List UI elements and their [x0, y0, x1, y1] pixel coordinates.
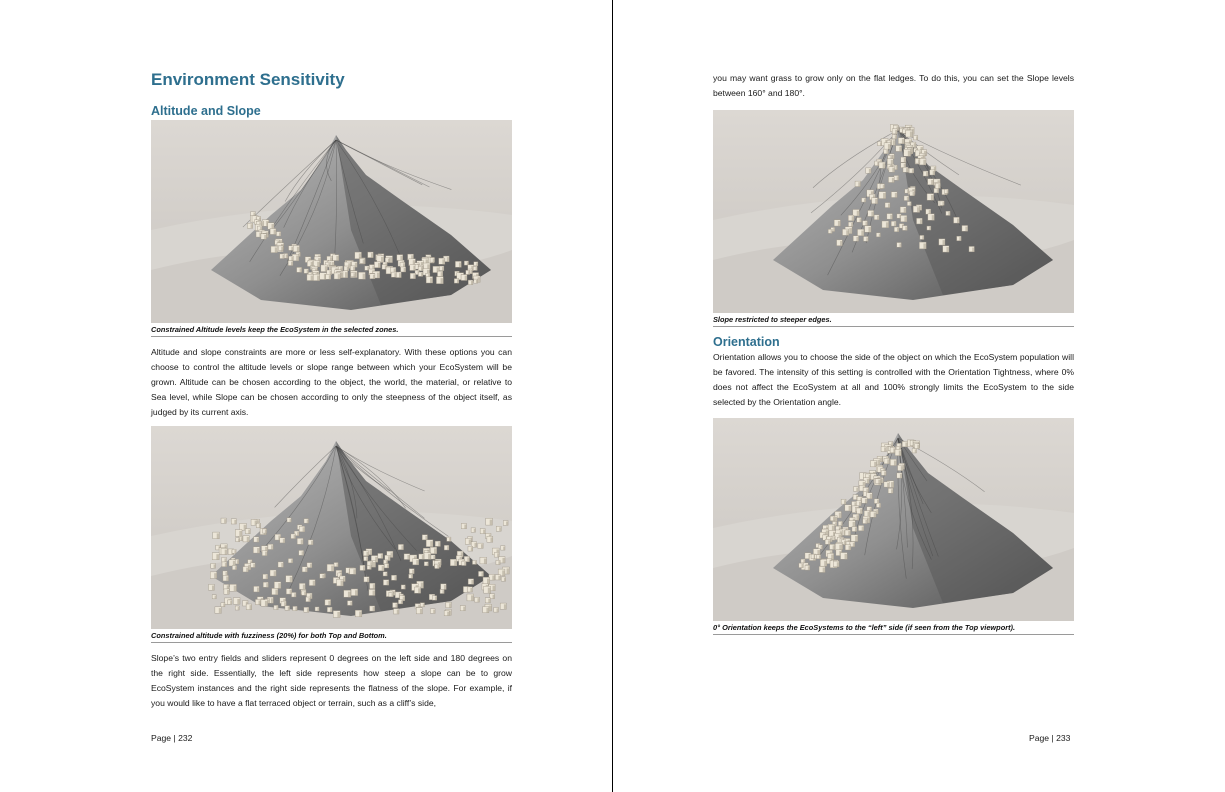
figure-caption: Slope restricted to steeper edges.	[713, 315, 1074, 327]
figure-caption: 0° Orientation keeps the EcoSystems to the “left” side (if seen from the Top viewport).	[713, 623, 1074, 635]
figure-slope-restricted	[713, 110, 1074, 313]
figure-orientation	[713, 418, 1074, 621]
page-number: Page | 233	[1029, 733, 1071, 743]
section-heading-altitude-slope: Altitude and Slope	[151, 104, 261, 118]
page-number: Page | 232	[151, 733, 193, 743]
left-page	[0, 0, 612, 792]
figure-altitude-fuzziness	[151, 426, 512, 629]
paragraph: you may want grass to grow only on the flat ledges. To do this, you can set the Slope levels between 160° and 180°.	[713, 73, 1074, 98]
right-page	[613, 0, 1225, 792]
figure-altitude-constrained	[151, 120, 512, 323]
paragraph: Orientation allows you to choose the side of the object on which the EcoSystem population will be favored. The intensity of this setting is controlled with the Orientation Tightness, where 0% does not affect the EcoSystem at all and 100% strongly limits the EcoSystem to the side selected by the Orientation angle.	[713, 352, 1074, 407]
figure-caption: Constrained Altitude levels keep the EcoSystem in the selected zones.	[151, 325, 512, 337]
figure-caption: Constrained altitude with fuzziness (20%) for both Top and Bottom.	[151, 631, 512, 643]
paragraph: Altitude and slope constraints are more or less self-explanatory. With these options you can choose to control the altitude levels or slope range between which your EcoSystem will be grown. Altitude can be chosen according to the object, the world, the material, or relative to Sea level, while Slope can be chosen according to only the steepness of the object itself, as judged by its current axis.	[151, 347, 512, 417]
section-heading-orientation: Orientation	[713, 335, 780, 349]
page-title: Environment Sensitivity	[151, 70, 345, 89]
paragraph: Slope’s two entry fields and sliders represent 0 degrees on the left side and 180 degrees on the right side. Essentially, the left side represents how steep a slope can be to grow EcoSystem instances and the right side represents the flatness of the slope. For example, if you would like to have a flat terraced object or terrain, such as a cliff’s side,	[151, 653, 512, 708]
